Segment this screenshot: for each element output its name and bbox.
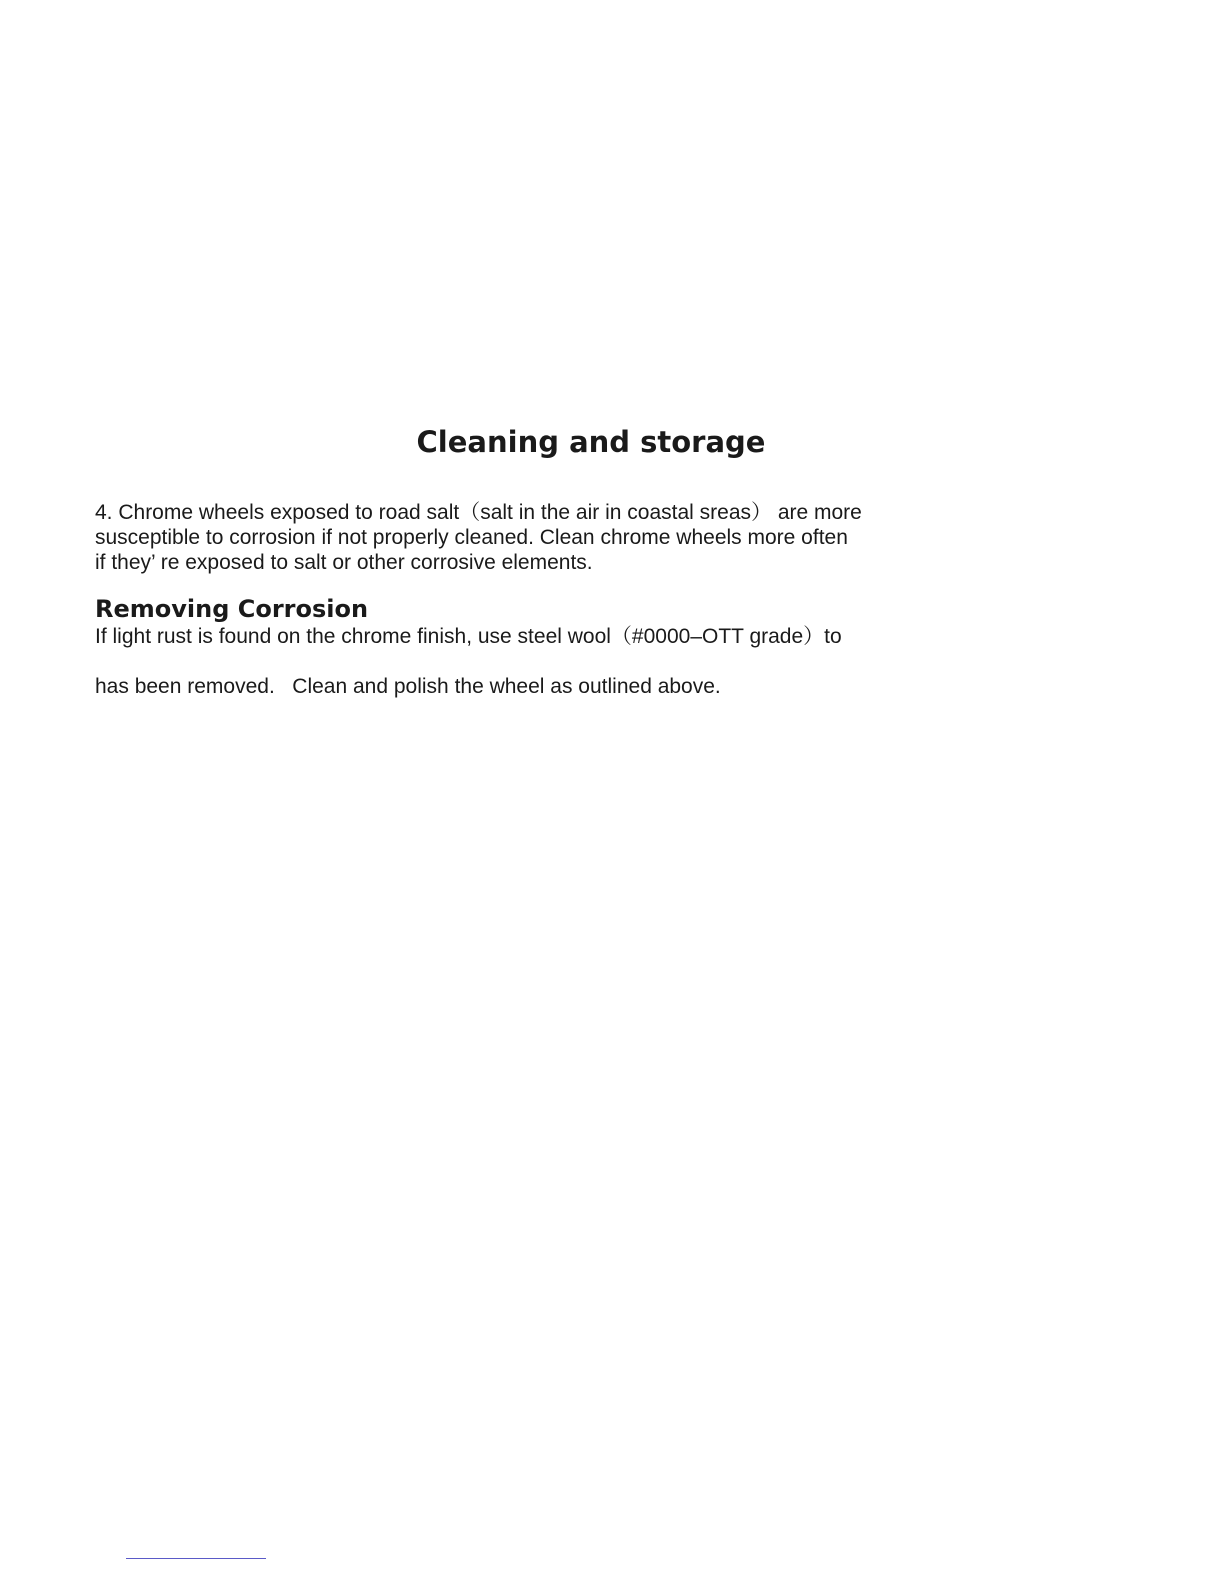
section-title: Cleaning and storage bbox=[416, 425, 766, 459]
footnote-separator-rule bbox=[126, 1558, 266, 1559]
paragraph-4-line: 4. Chrome wheels exposed to road salt（salt in the air in coastal sreas） are more bbox=[95, 501, 862, 524]
paragraph-4 bbox=[95, 500, 925, 575]
removing-corrosion-text-line: If light rust is found on the chrome finish, use steel wool（#0000–OTT grade）to bbox=[95, 625, 842, 648]
removing-corrosion-text-line: has been removed. Clean and polish the wheel as outlined above. bbox=[95, 675, 721, 698]
paragraph-4-line: if they’ re exposed to salt or other corrosive elements. bbox=[95, 551, 593, 574]
paragraph-4-line: susceptible to corrosion if not properly cleaned. Clean chrome wheels more often bbox=[95, 526, 848, 549]
removing-corrosion-heading: Removing Corrosion bbox=[95, 595, 369, 623]
